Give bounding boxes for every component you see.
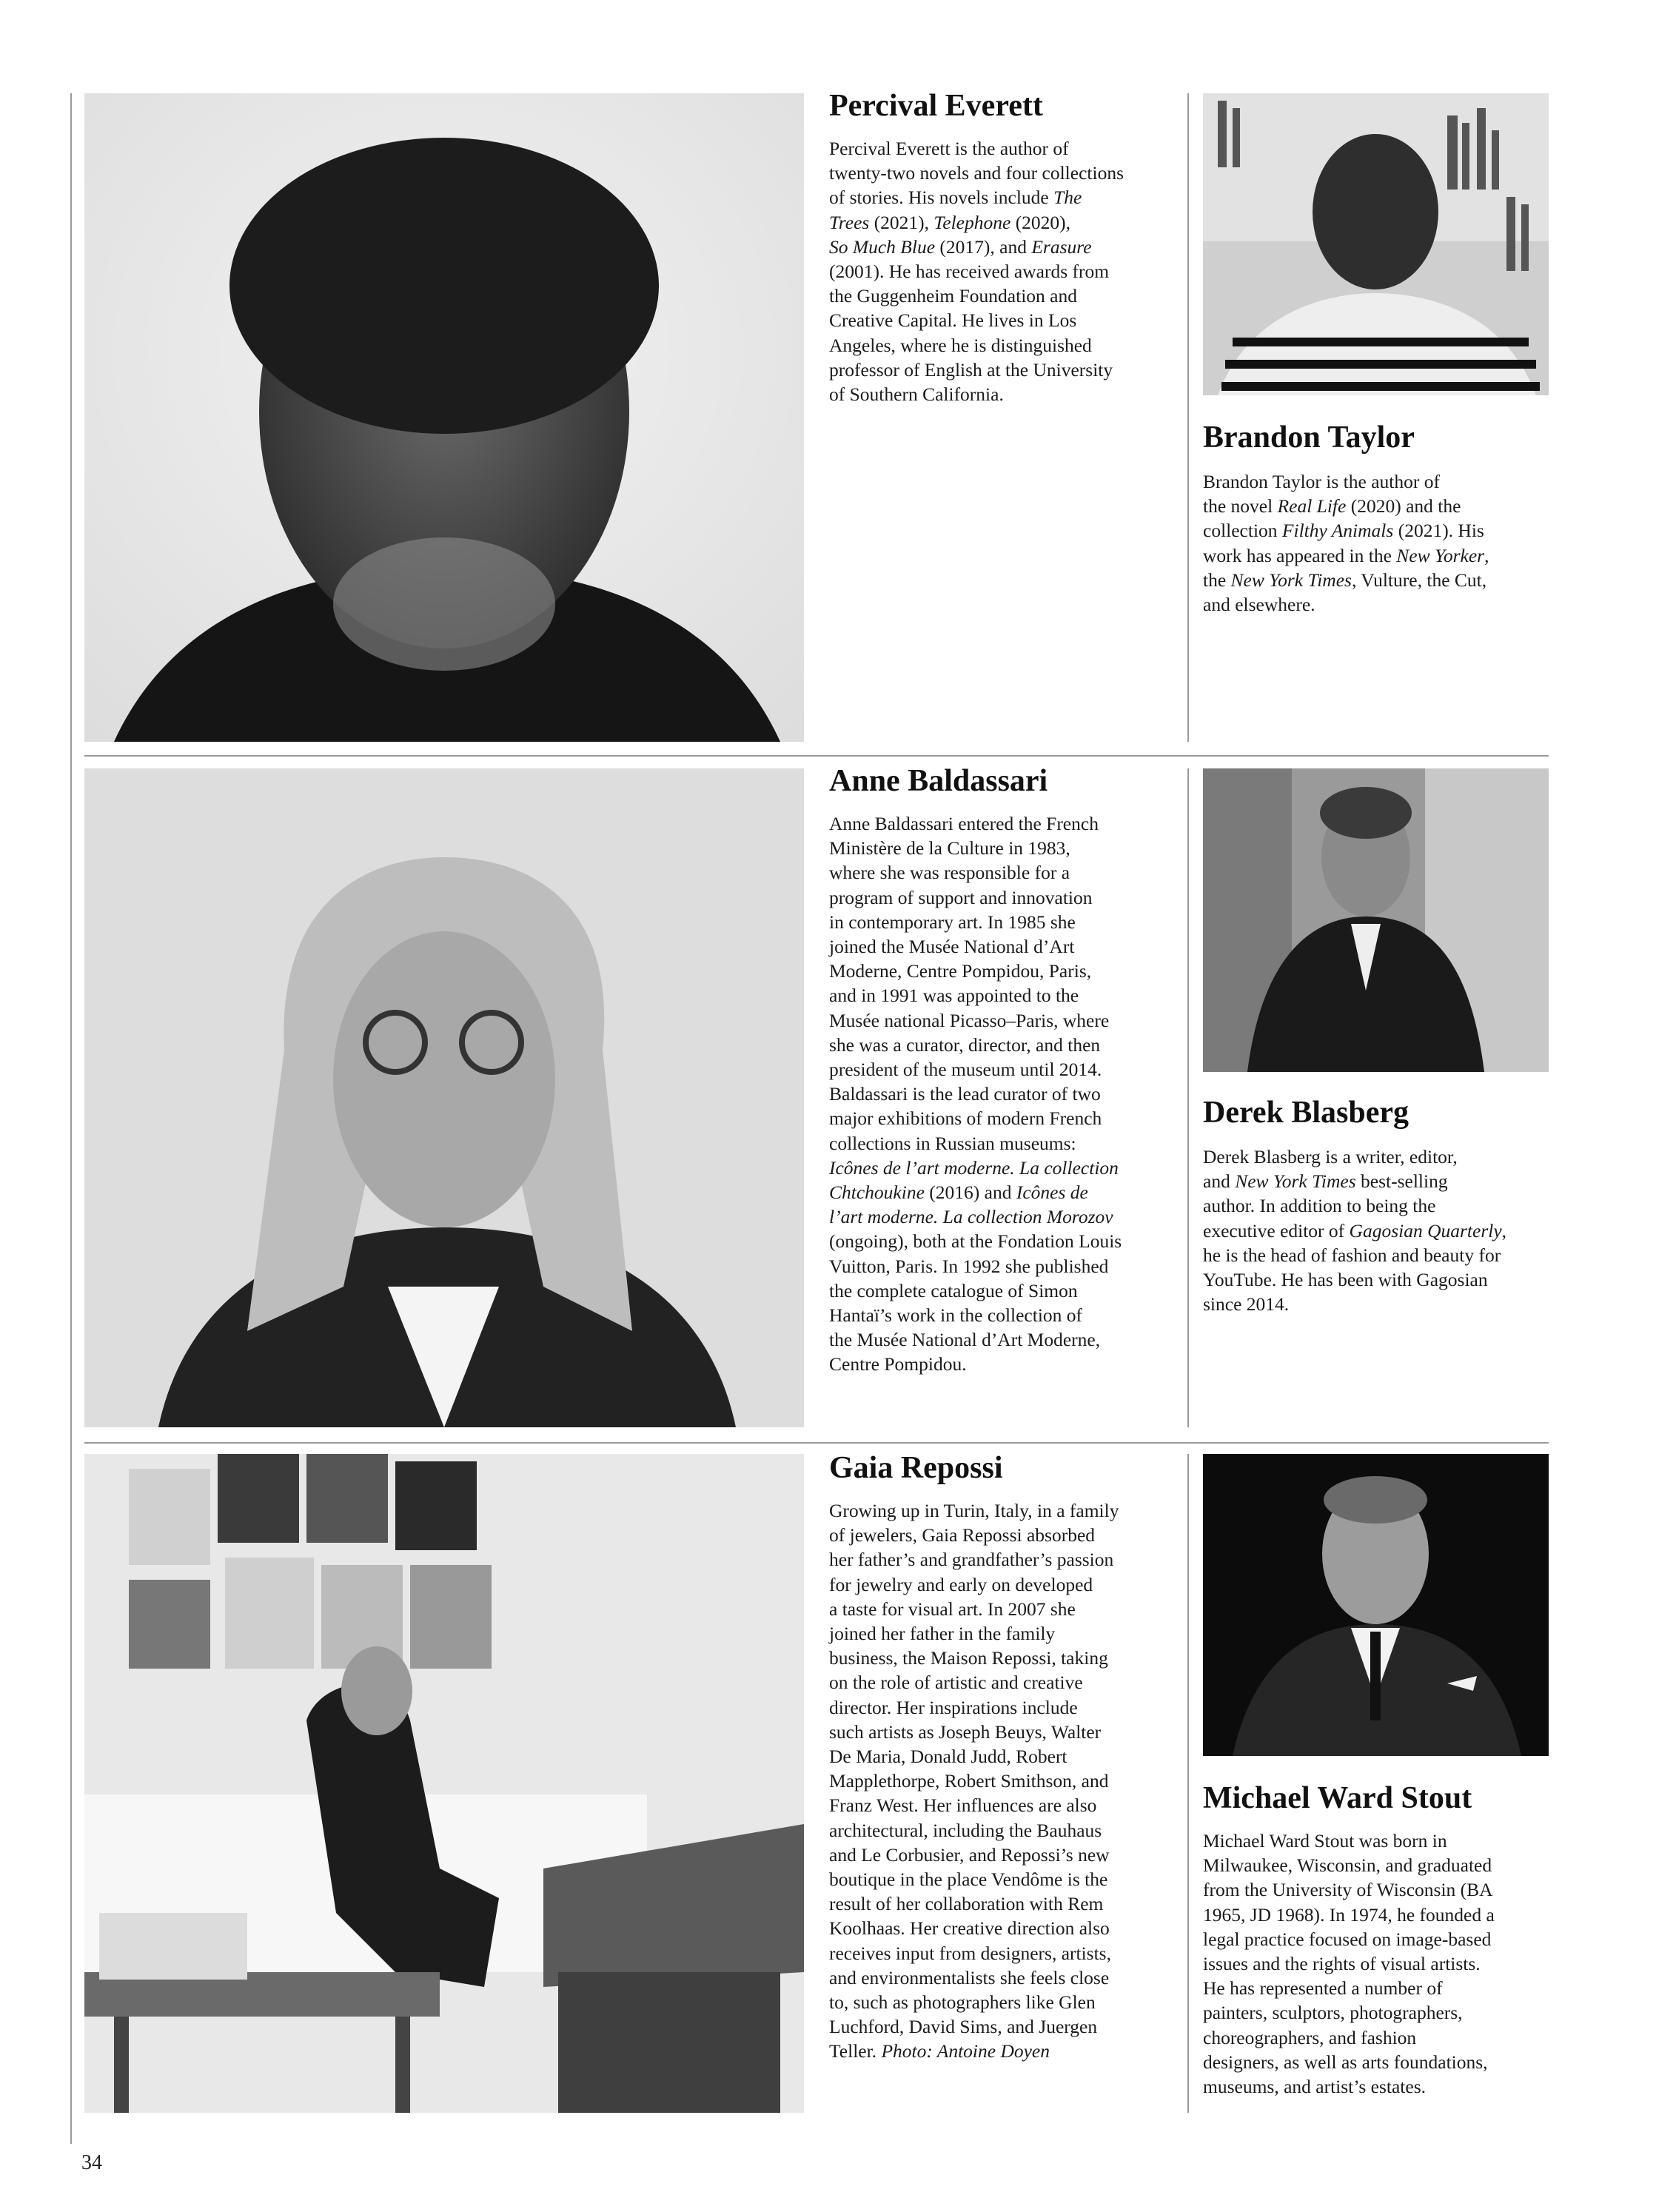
bio-line: receives input from designers, artists,: [829, 1942, 1111, 1964]
bio-line: issues and the rights of visual artists.: [1203, 1953, 1481, 1975]
bio-line: professor of English at the University: [829, 358, 1113, 381]
bio-line: Musée national Picasso–Paris, where: [829, 1009, 1110, 1031]
bio-line: and New York Times best-selling: [1203, 1170, 1448, 1193]
bio-line: Franz West. Her influences are also: [829, 1794, 1097, 1817]
bio-line: 1965, JD 1968). In 1974, he founded a: [1203, 1903, 1495, 1926]
name-percival-everett: Percival Everett: [829, 89, 1043, 123]
bio-line: the Musée National d’Art Moderne,: [829, 1329, 1101, 1351]
bio-anne-baldassari: [829, 811, 1122, 1377]
bio-line: to, such as photographers like Glen: [829, 1991, 1096, 2014]
portrait-derek-blasberg: [1203, 768, 1549, 1072]
bio-line: program of support and innovation: [829, 886, 1093, 908]
bio-line: the Guggenheim Foundation and: [829, 285, 1077, 307]
bio-line: a taste for visual art. In 2007 she: [829, 1598, 1076, 1620]
bio-line: museums, and artist’s estates.: [1203, 2076, 1426, 2098]
bio-line: Ministère de la Culture in 1983,: [829, 837, 1070, 859]
bio-line: since 2014.: [1203, 1293, 1290, 1316]
bio-line: Chtchoukine (2016) and Icônes de: [829, 1182, 1088, 1204]
bio-line: l’art moderne. La collection Morozov: [829, 1206, 1113, 1228]
bio-line: business, the Maison Repossi, taking: [829, 1647, 1108, 1669]
bio-line: of stories. His novels include The: [829, 187, 1082, 209]
name-anne-baldassari: Anne Baldassari: [829, 764, 1048, 798]
page-number: 34: [81, 2151, 102, 2174]
bio-michael-ward-stout: [1203, 1829, 1495, 2099]
bio-line: Derek Blasberg is a writer, editor,: [1203, 1146, 1458, 1167]
bio-line: Trees (2021), Telephone (2020),: [829, 211, 1071, 233]
bio-line: Michael Ward Stout was born in: [1203, 1830, 1447, 1851]
bio-line: Mapplethorpe, Robert Smithson, and: [829, 1770, 1109, 1792]
bio-line: painters, sculptors, photographers,: [1203, 2002, 1463, 2024]
bio-line: YouTube. He has been with Gagosian: [1203, 1269, 1488, 1291]
bio-line: Hantaï’s work in the collection of: [829, 1304, 1083, 1327]
bio-line: director. Her inspirations include: [829, 1696, 1078, 1718]
bio-line: the novel Real Life (2020) and the: [1203, 495, 1461, 517]
bio-brandon-taylor: [1203, 469, 1489, 617]
left-margin-rule: [70, 93, 72, 2144]
bio-line: result of her collaboration with Rem: [829, 1893, 1104, 1915]
bio-line: De Maria, Donald Judd, Robert: [829, 1746, 1067, 1768]
bio-line: Growing up in Turin, Italy, in a family: [829, 1500, 1119, 1521]
bio-line: joined her father in the family: [829, 1623, 1056, 1645]
bio-line: Baldassari is the lead curator of two: [829, 1083, 1101, 1105]
bio-line: twenty-two novels and four collections: [829, 162, 1124, 184]
bio-line: such artists as Joseph Beuys, Walter: [829, 1720, 1102, 1743]
portrait-anne-baldassari: [84, 768, 804, 1427]
bio-line: Vuitton, Paris. In 1992 she published: [829, 1255, 1109, 1277]
bio-line: and in 1991 was appointed to the: [829, 985, 1079, 1007]
bio-line: Centre Pompidou.: [829, 1353, 967, 1375]
bio-line: Creative Capital. He lives in Los: [829, 309, 1077, 332]
portrait-michael-ward-stout: [1203, 1454, 1549, 1756]
bio-line: designers, as well as arts foundations,: [1203, 2051, 1488, 2073]
row-divider-1: [84, 755, 1549, 757]
bio-line: in contemporary art. In 1985 she: [829, 911, 1076, 933]
bio-line: architectural, including the Bauhaus: [829, 1819, 1102, 1841]
bio-line: and environmentalists she feels close: [829, 1966, 1110, 1988]
bio-line: president of the museum until 2014.: [829, 1059, 1102, 1081]
bio-gaia-repossi: [829, 1498, 1119, 2064]
bio-line: Moderne, Centre Pompidou, Paris,: [829, 960, 1092, 982]
bio-line: and elsewhere.: [1203, 594, 1315, 616]
bio-line: executive editor of Gagosian Quarterly,: [1203, 1219, 1507, 1241]
bio-line: So Much Blue (2017), and Erasure: [829, 235, 1092, 258]
bio-line: from the University of Wisconsin (BA: [1203, 1879, 1493, 1901]
column-divider-row-3: [1187, 1454, 1189, 2113]
bio-percival-everett: [829, 136, 1124, 406]
bio-line: for jewelry and early on developed: [829, 1573, 1093, 1595]
portrait-percival-everett: [84, 93, 804, 742]
bio-line: author. In addition to being the: [1203, 1195, 1436, 1217]
bio-line: Teller. Photo: Antoine Doyen: [829, 2040, 1050, 2062]
name-derek-blasberg: Derek Blasberg: [1203, 1096, 1409, 1130]
bio-line: He has represented a number of: [1203, 1977, 1443, 2000]
bio-line: the New York Times, Vulture, the Cut,: [1203, 569, 1487, 591]
bio-derek-blasberg: [1203, 1144, 1506, 1316]
name-brandon-taylor: Brandon Taylor: [1203, 420, 1415, 455]
portrait-brandon-taylor: [1203, 93, 1549, 395]
bio-line: Icônes de l’art moderne. La collection: [829, 1156, 1119, 1179]
bio-line: her father’s and grandfather’s passion: [829, 1549, 1114, 1571]
bio-line: boutique in the place Vendôme is the: [829, 1869, 1108, 1891]
portrait-gaia-repossi: [84, 1454, 804, 2113]
name-gaia-repossi: Gaia Repossi: [829, 1451, 1003, 1485]
bio-line: and Le Corbusier, and Repossi’s new: [829, 1843, 1110, 1866]
column-divider-row-2: [1187, 768, 1189, 1427]
bio-line: joined the Musée National d’Art: [829, 936, 1075, 958]
bio-line: of jewelers, Gaia Repossi absorbed: [829, 1524, 1096, 1546]
bio-line: the complete catalogue of Simon: [829, 1279, 1078, 1301]
bio-line: Angeles, where he is distinguished: [829, 334, 1092, 356]
bio-line: he is the head of fashion and beauty for: [1203, 1244, 1501, 1266]
bio-line: she was a curator, director, and then: [829, 1033, 1101, 1056]
column-divider-row-1: [1187, 93, 1189, 742]
bio-line: choreographers, and fashion: [1203, 2026, 1417, 2048]
bio-line: where she was responsible for a: [829, 862, 1070, 884]
bio-line: collection Filthy Animals (2021). His: [1203, 520, 1484, 542]
row-divider-2: [84, 1442, 1549, 1444]
bio-line: major exhibitions of modern French: [829, 1107, 1102, 1130]
bio-line: Koolhaas. Her creative direction also: [829, 1917, 1110, 1940]
bio-line: Milwaukee, Wisconsin, and graduated: [1203, 1854, 1492, 1877]
bio-line: Percival Everett is the author of: [829, 138, 1069, 159]
bio-line: collections in Russian museums:: [829, 1132, 1076, 1154]
bio-line: of Southern California.: [829, 383, 1004, 406]
bio-line: Anne Baldassari entered the French: [829, 813, 1099, 834]
bio-line: Brandon Taylor is the author of: [1203, 471, 1440, 492]
bio-line: (2001). He has received awards from: [829, 261, 1110, 283]
bio-line: (ongoing), both at the Fondation Louis: [829, 1230, 1122, 1253]
bio-line: legal practice focused on image-based: [1203, 1928, 1492, 1950]
name-michael-ward-stout: Michael Ward Stout: [1203, 1781, 1472, 1815]
bio-line: Luchford, David Sims, and Juergen: [829, 2016, 1098, 2038]
bio-line: on the role of artistic and creative: [829, 1672, 1083, 1694]
bio-line: work has appeared in the New Yorker,: [1203, 544, 1489, 566]
